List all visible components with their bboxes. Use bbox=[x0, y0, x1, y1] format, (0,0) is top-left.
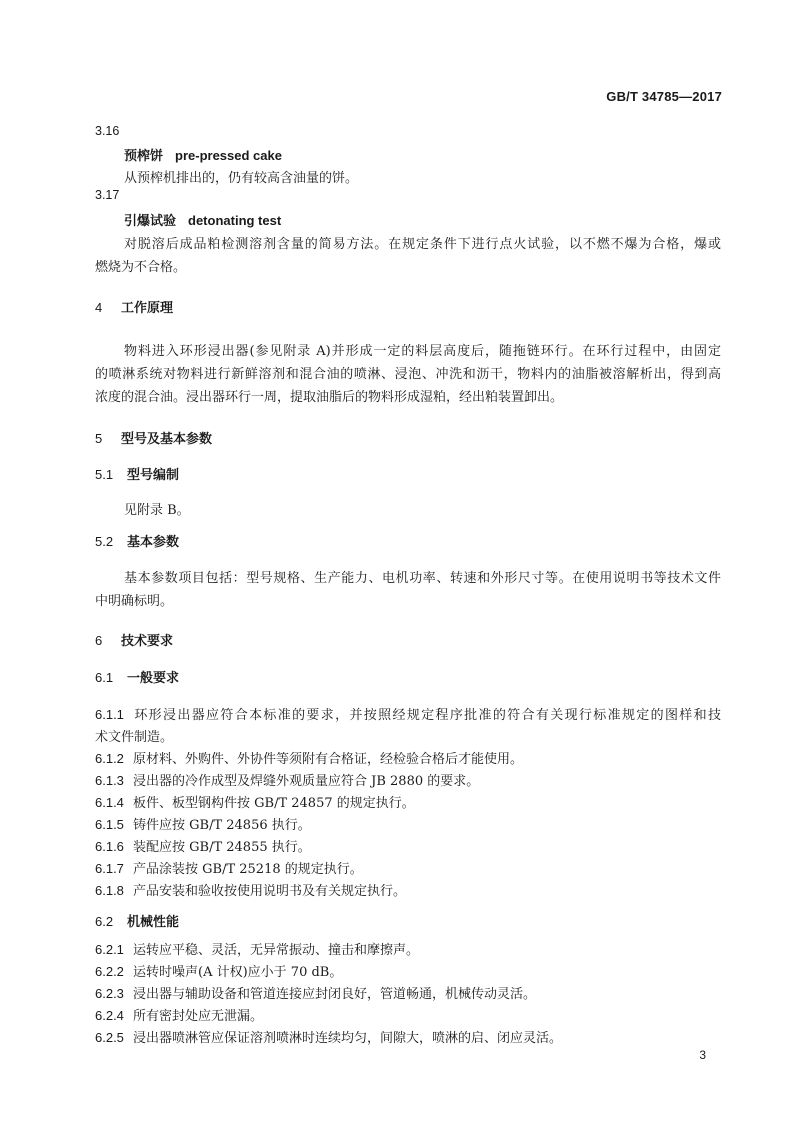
paragraph-line: 浓度的混合油。浸出器环行一周，提取油脂后的物料形成湿粕，经出粕装置卸出。 bbox=[95, 390, 564, 405]
section-title: 技术要求 bbox=[121, 634, 174, 649]
term-heading bbox=[124, 210, 281, 229]
clause-text: 产品安装和验收按使用说明书及有关规定执行。 bbox=[133, 884, 407, 899]
clause-number: 6.1.3 bbox=[95, 773, 124, 788]
clause-item bbox=[95, 961, 342, 980]
clause-item bbox=[95, 939, 419, 958]
subsection-number: 6.2 bbox=[95, 914, 114, 929]
paragraph-line: 物料进入环形浸出器(参见附录 A)并形成一定的料层高度后，随拖链环行。在环行过程中，由固定 bbox=[124, 344, 721, 359]
clause-text: 产品涂装按 GB/T 25218 的规定执行。 bbox=[133, 862, 363, 877]
section-number: 5 bbox=[95, 431, 103, 446]
term-chinese: 预榨饼 bbox=[124, 149, 164, 164]
section-number: 4 bbox=[95, 300, 103, 315]
clause-item bbox=[95, 1005, 263, 1024]
section-title: 工作原理 bbox=[121, 301, 174, 316]
clause-number: 6.1.5 bbox=[95, 817, 124, 832]
clause-item bbox=[95, 748, 523, 767]
definition-text: 对脱溶后成品粕检测溶剂含量的简易方法。在规定条件下进行点火试验，以不燃不爆为合格，爆或 bbox=[124, 237, 721, 252]
section-heading bbox=[95, 630, 173, 649]
clause-number: 6.1.4 bbox=[95, 795, 124, 810]
clause-item bbox=[95, 983, 536, 1002]
paragraph-line: 的喷淋系统对物料进行新鲜溶剂和混合油的喷淋、浸泡、冲洗和沥干，物料内的油脂被溶解析出，得到高 bbox=[95, 367, 721, 382]
clause-text: 浸出器的冷作成型及焊缝外观质量应符合 JB 2880 的要求。 bbox=[133, 774, 480, 789]
section-heading bbox=[95, 428, 212, 447]
clause-text: 铸件应按 GB/T 24856 执行。 bbox=[133, 818, 311, 833]
term-heading bbox=[124, 145, 282, 164]
clause-text: 装配应按 GB/T 24855 执行。 bbox=[133, 840, 311, 855]
term-english: detonating test bbox=[188, 213, 282, 228]
clause-text: 所有密封处应无泄漏。 bbox=[133, 1009, 264, 1024]
subsection-number: 5.2 bbox=[95, 534, 114, 549]
clause-number: 6.1.2 bbox=[95, 751, 124, 766]
clause-number: 6.2.1 bbox=[95, 942, 124, 957]
paragraph-line: 中明确标明。 bbox=[95, 594, 174, 609]
clause-number: 3.16 bbox=[95, 124, 120, 138]
clause-text: 运转应平稳、灵活，无异常振动、撞击和摩擦声。 bbox=[133, 943, 420, 958]
term-english: pre-pressed cake bbox=[175, 148, 282, 163]
clause-number: 6.2.2 bbox=[95, 964, 124, 979]
subsection-title: 一般要求 bbox=[127, 671, 180, 686]
clause-item bbox=[95, 1027, 562, 1046]
clause-text: 浸出器喷淋管应保证溶剂喷淋时连续均匀，间隙大，喷淋的启、闭应灵活。 bbox=[133, 1031, 563, 1046]
clause-number: 6.1.7 bbox=[95, 861, 124, 876]
clause-number: 6.2.4 bbox=[95, 1008, 124, 1023]
clause-item bbox=[95, 880, 406, 899]
clause-item bbox=[95, 836, 311, 855]
paragraph-line: 基本参数项目包括：型号规格、生产能力、电机功率、转速和外形尺寸等。在使用说明书等技术文件 bbox=[124, 571, 721, 586]
clause-text: 原材料、外购件、外协件等须附有合格证，经检验合格后才能使用。 bbox=[133, 752, 524, 767]
clause-continuation: 术文件制造。 bbox=[95, 730, 174, 745]
subsection-title: 型号编制 bbox=[127, 468, 180, 483]
subsection-heading bbox=[95, 667, 179, 686]
clause-item bbox=[95, 814, 311, 833]
clause-item bbox=[95, 792, 415, 811]
section-title: 型号及基本参数 bbox=[121, 432, 213, 447]
clause-text: 板件、板型钢构件按 GB/T 24857 的规定执行。 bbox=[133, 796, 415, 811]
standard-number-header: GB/T 34785—2017 bbox=[606, 89, 722, 104]
clause-text: 运转时噪声(A 计权)应小于 70 dB。 bbox=[133, 965, 343, 980]
term-chinese: 引爆试验 bbox=[124, 214, 177, 229]
definition-text: 从预榨机排出的，仍有较高含油量的饼。 bbox=[124, 171, 359, 186]
subsection-number: 5.1 bbox=[95, 467, 114, 482]
clause-item bbox=[95, 858, 363, 877]
clause-number: 6.2.3 bbox=[95, 986, 124, 1001]
clause-text: 环形浸出器应符合本标准的要求，并按照经规定程序批准的符合有关现行标准规定的图样和技 bbox=[133, 708, 721, 723]
clause-text: 浸出器与辅助设备和管道连接应封闭良好，管道畅通，机械传动灵活。 bbox=[133, 987, 537, 1002]
subsection-number: 6.1 bbox=[95, 670, 114, 685]
section-number: 6 bbox=[95, 633, 103, 648]
subsection-heading bbox=[95, 531, 179, 550]
clause-number: 6.1.1 bbox=[95, 707, 124, 722]
clause-number: 6.2.5 bbox=[95, 1030, 124, 1045]
clause-number: 6.1.6 bbox=[95, 839, 124, 854]
clause-item bbox=[95, 770, 479, 789]
definition-text: 燃烧为不合格。 bbox=[95, 260, 187, 275]
subsection-heading bbox=[95, 464, 179, 483]
page-number: 3 bbox=[699, 1048, 706, 1062]
subsection-title: 机械性能 bbox=[127, 915, 180, 930]
subsection-title: 基本参数 bbox=[127, 535, 180, 550]
section-heading bbox=[95, 297, 173, 316]
subsection-heading bbox=[95, 911, 179, 930]
paragraph-line: 见附录 B。 bbox=[124, 503, 190, 518]
clause-number: 6.1.8 bbox=[95, 883, 124, 898]
clause-number: 3.17 bbox=[95, 188, 120, 202]
clause-item bbox=[95, 704, 721, 723]
